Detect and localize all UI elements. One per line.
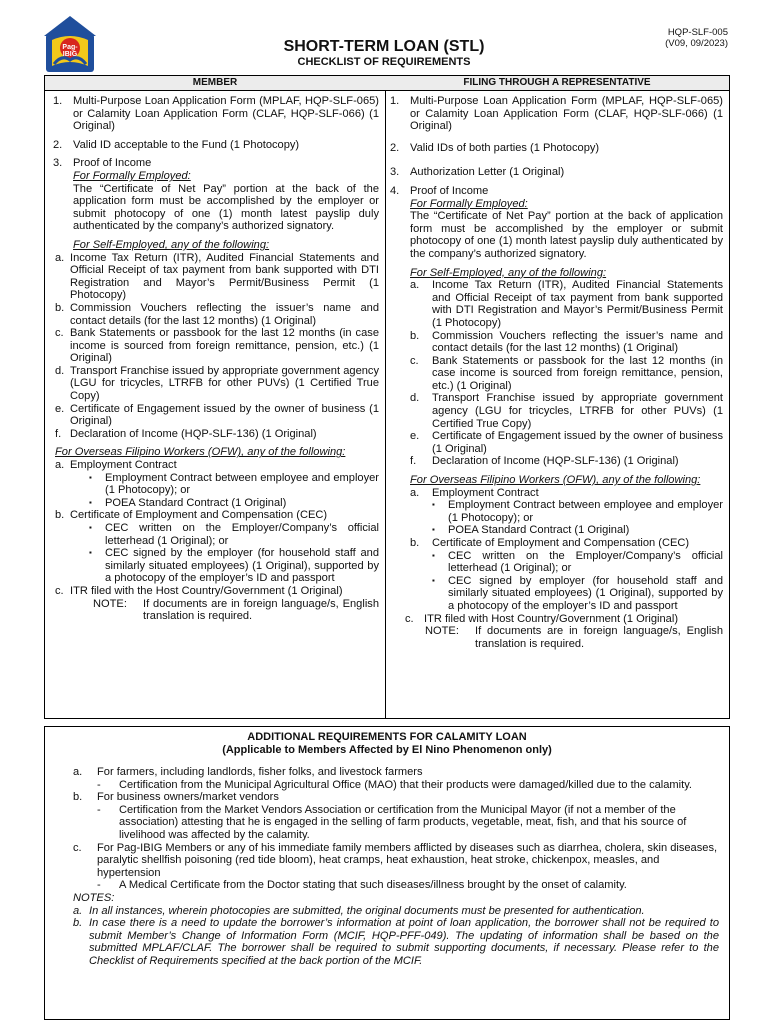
- self-employed-label: For Self-Employed, any of the following:: [73, 238, 270, 251]
- additional-body: a. For farmers, including landlords, fisher folks, and livestock farmers - Certification from the Municipal Agricultural Office (MAO) that their products were damaged/killed due to the calamity. b. For business owners/market vendors - Certification from the Market Vendors Association or certification from the Municipal Mayor (if not a member of the association) attesting that he is engaged in the selling of farm products, vegetable, meat, fish, and that his source of livelihood was affected by the calamity. c. For Pag-IBIG Members or any of his immediate family members afflicted by diseases such as diarrhea, cholera, skin diseases, paralytic shellfish poisoning (red tide bloom), heat cramps, heat exhaustion, heat stroke, chickenpox, measles, and hypertension - A Medical Certificate from the Doctor stating that such diseases/illness brought by the onset of calamity. NOTES: a. In all instances, wherein photocopies are submitted, the original documents must be presented for authentication. b. In case there is a need to update the borrower’s information at point of loan application, the borrower shall not be required to submit Member’s Change of Information Form (MCIF, HQP-PFF-049). The updating of information shall be based on the submitted MPLAF/CLAF. The borrower shall be required to submit supporting documents, if necessary. Please refer to the Checklist of Requirements specified at the back portion of the MCIF.: [73, 766, 719, 967]
- form-version: (V09, 09/2023): [665, 38, 728, 49]
- bullet-icon: ▪: [89, 497, 92, 507]
- page-title: SHORT-TERM LOAN (STL): [283, 38, 485, 55]
- list-item: 1. Multi-Purpose Loan Application Form (MPLAF, HQP-SLF-065) or Calamity Loan Application Form (CLAF, HQP-SLF-066) (1 Original): [390, 95, 723, 133]
- additional-requirements-box: [44, 726, 730, 1020]
- bullet-icon: ▪: [432, 575, 435, 585]
- list-item: b. For business owners/market vendors: [73, 791, 279, 804]
- note-item: b. In case there is a need to update the borrower’s information at point of loan application, the borrower shall not be required to submit Member’s Change of Information Form (MCIF, HQP-PFF-049). The updating of information shall be based on the submitted MPLAF/CLAF. The borrower shall be required to submit supporting documents, if necessary. Please refer to the Checklist of Requirements specified at the back portion of the MCIF.: [73, 917, 719, 967]
- list-item: 2. Valid IDs of both parties (1 Photocopy): [390, 141, 600, 154]
- bullet-icon: ▪: [432, 525, 435, 535]
- bullet-icon: ▪: [89, 548, 92, 558]
- list-item: 4. Proof of Income: [390, 184, 489, 197]
- additional-subtitle: (Applicable to Members Affected by El Nino Phenomenon only): [222, 744, 552, 756]
- formal-text: The “Certificate of Net Pay” portion at the back of application form must be accomplished by the employer or submit photocopy of one (1) month latest payslip duly authenticated by the company’s authorized signatory.: [410, 210, 723, 260]
- representative-heading: FILING THROUGH A REPRESENTATIVE: [385, 76, 729, 91]
- bullet-icon: ▪: [432, 550, 435, 560]
- note-label: NOTE:: [425, 625, 459, 638]
- representative-body: 1. Multi-Purpose Loan Application Form (MPLAF, HQP-SLF-065) or Calamity Loan Application Form (CLAF, HQP-SLF-066) (1 Original) 2. Valid IDs of both parties (1 Photocopy) 3. Authorization Letter (1 Original) 4. Proof of Income For Formally Employed: The “Certificate of Net Pay” portion at the back of application form must be accomplished by the employer or submit photocopy of one (1) month latest payslip duly authenticated by the company’s authorized signatory. For Self-Employed, any of the following: a. Income Tax Return (ITR), Audited Financial Statements and Official Receipt of tax payment from bank supported with DTI Registration and Mayor’s Permit/Business Permit (1 Photocopy) b. Commission Vouchers reflecting the issuer’s name and contact details (for the last 12 months) (1 Original) c. Bank Statements or passbook for the last 12 months (in case income is sourced from foreign remittance, pension, etc.) (1 Original) d. Transport Franchise issued by appropriate government agency (LGU for tricycles, LTRFB for other PUVs) (1 Certified True Copy) e. Certificate of Engagement issued by the owner of business (1 Original) f. Declaration of Income (HQP-SLF-136) (1 Original) For Overseas Filipino Workers (OFW), any of the following: a. Employment Contract ▪ Employment Contract between employee and employer (1 Photocopy); or ▪ POEA Standard Contract (1 Original) b. Certificate of Employment and Compensation (CEC) ▪ CEC written on the Employer/Company’s official letterhead (1 Original); or ▪ CEC signed by employer (for household staff and similarly situated employees) (1 Original), supported by a photocopy of the employer’s ID and passport c. ITR filed with Host Country/Government (1 Original) NOTE: If documents are in foreign language/s, English translation is required.: [390, 95, 723, 650]
- page-subtitle: CHECKLIST OF REQUIREMENTS: [297, 56, 471, 68]
- member-heading: MEMBER: [45, 76, 385, 91]
- list-item: 3. Proof of Income For Formally Employed: The “Certificate of Net Pay” portion at the back of the application form must be accomplished by the employer or submit photocopy of one (1) month latest payslip duly authenticated by the company’s authorized signatory. For Self-Employed, any of the following: a. Income Tax Return (ITR), Audited Financial Statements and Official Receipt of tax payment from bank supported with DTI Registration and Mayor’s Permit/Business Permit (1 Photocopy) b. Commission Vouchers reflecting the issuer’s name and contact details (for the last 12 months) (1 Original) c. Bank Statements or passbook for the last 12 months (in case income is sourced from foreign remittance, pension, etc.) (1 Original) d. Transport Franchise issued by appropriate government agency (LGU for tricycles, LTRFB for other PUVs) (1 Certified True Copy) e. Certificate of Engagement issued by the owner of business (1 Original) f. Declaration of Income (HQP-SLF-136) (1 Original) For Overseas Filipino Workers (OFW), any of the following: a. Employment Contract ▪ Employment Contract between employee and employer (1 Photocopy); or ▪ POEA Standard Contract (1 Original) b. Certificate of Employment and Compensation (CEC) ▪ CEC written on the Employer/Company’s official letterhead (1 Original); or ▪ CEC signed by the employer (for household staff and similarly situated employees) (1 Original), supported by a photocopy of the employer’s ID and passport c. ITR filed with the Host Country/Government (1 Original) NOTE: If documents are in foreign language/s, English translation is required.: [53, 157, 379, 623]
- form-number: HQP-SLF-005: [667, 27, 728, 38]
- bullet-icon: ▪: [432, 500, 435, 510]
- notes-label: NOTES:: [73, 891, 115, 904]
- member-body: [45, 91, 385, 623]
- logo-text: Pag-IBIG: [62, 44, 78, 58]
- list-item: c. For Pag-IBIG Members or any of his immediate family members afflicted by diseases such as diarrhea, cholera, skin diseases, paralytic shellfish poisoning (red tide bloom), heat cramps, heat exhaustion, heat stroke, chickenpox, measles, and hypertension: [73, 841, 718, 879]
- checklist-table: [44, 75, 730, 719]
- formal-text: The “Certificate of Net Pay” portion at the back of the application form must be accomplished by the employer or submit photocopy of one (1) month latest payslip duly authenticated by the company’s authorized signatory.: [73, 182, 379, 233]
- formal-label: For Formally Employed:: [410, 197, 528, 210]
- ofw-label: For Overseas Filipino Workers (OFW), any of the following:: [410, 474, 701, 487]
- ofw-label: For Overseas Filipino Workers (OFW), any of the following:: [55, 446, 346, 459]
- list-item: 1. Multi-Purpose Loan Application Form (MPLAF, HQP-SLF-065) or Calamity Loan Application Form (CLAF, HQP-SLF-066) (1 Original): [53, 95, 379, 133]
- representative-column: [385, 76, 729, 718]
- bullet-icon: ▪: [89, 472, 92, 482]
- list-item: 3. Authorization Letter (1 Original): [390, 166, 565, 179]
- note-label: NOTE:: [93, 597, 127, 610]
- member-column: [45, 76, 386, 718]
- list-item: 2. Valid ID acceptable to the Fund (1 Photocopy): [53, 138, 300, 151]
- note-item: a. In all instances, wherein photocopies are submitted, the original documents must be presented for authentication.: [73, 904, 645, 917]
- self-employed-label: For Self-Employed, any of the following:: [410, 266, 607, 279]
- formal-label: For Formally Employed:: [73, 169, 191, 182]
- additional-title: ADDITIONAL REQUIREMENTS FOR CALAMITY LOAN: [247, 731, 527, 743]
- bullet-icon: ▪: [89, 523, 92, 532]
- list-item: a. For farmers, including landlords, fisher folks, and livestock farmers: [73, 766, 423, 778]
